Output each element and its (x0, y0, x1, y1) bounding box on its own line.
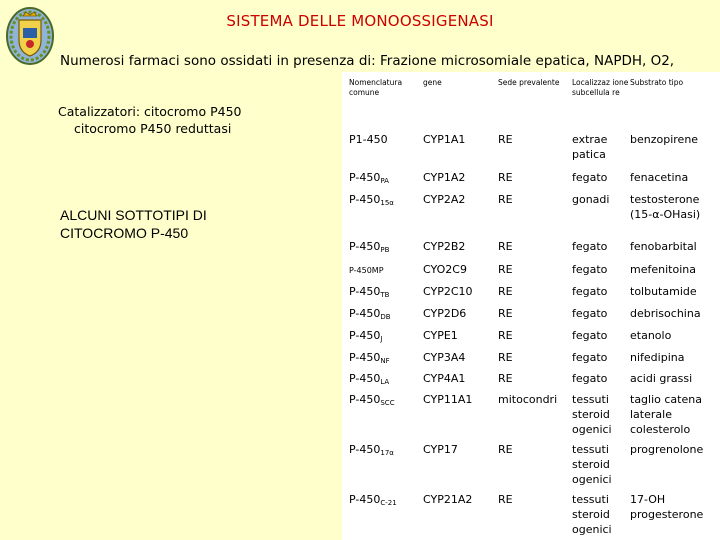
cell-nomenclatura-subscript: SCC (380, 399, 395, 407)
cell-localizzazione: gonadi (572, 193, 610, 206)
cell-localizzazione: fegato (572, 307, 608, 320)
cell-nomenclatura-subscript: TB (380, 291, 390, 299)
cell-sede: RE (498, 493, 513, 506)
cell-localizzazione: fegato (572, 372, 608, 385)
cell-nomenclatura (349, 192, 423, 211)
cell-localizzazione: tessuti steroid ogenici (572, 443, 612, 486)
cytochrome-table (342, 72, 720, 540)
cell-substrato: etanolo (630, 329, 672, 342)
cell-sede: RE (498, 240, 513, 253)
cell-sede: RE (498, 329, 513, 342)
cell-nomenclatura-text: P-450 (349, 193, 381, 206)
cell-nomenclatura-text: P-450 (349, 393, 381, 406)
cell-nomenclatura-subscript: LA (380, 378, 390, 386)
cell-gene: CYP17 (423, 443, 458, 456)
catalizzatori-line-2: citocromo P450 reduttasi (74, 121, 232, 136)
page-title: SISTEMA DELLE MONOOSSIGENASI (226, 12, 494, 30)
cell-nomenclatura-subscript: C-21 (380, 499, 397, 507)
cell-nomenclatura (349, 392, 423, 411)
cell-localizzazione: fegato (572, 171, 608, 184)
cell-substrato: tolbutamide (630, 285, 697, 298)
subtitle: Numerosi farmaci sono ossidati in presenza di: Frazione microsomiale epatica, NAPDH, O2, (60, 53, 675, 69)
cell-nomenclatura-text: P-450 (349, 329, 381, 342)
cell-nomenclatura (349, 442, 423, 461)
cell-nomenclatura-text: P-450MP (349, 266, 384, 275)
cell-substrato: fenobarbital (630, 240, 697, 253)
catalizzatori-line-1: Catalizzatori: citocromo P450 (58, 104, 242, 119)
cell-gene: CYP2B2 (423, 240, 466, 253)
cell-substrato: nifedipina (630, 351, 685, 364)
cell-sede: RE (498, 443, 513, 456)
cell-localizzazione: fegato (572, 263, 608, 276)
cell-nomenclatura-subscript: NF (380, 357, 390, 365)
cell-nomenclatura (349, 371, 423, 390)
cell-sede: RE (498, 285, 513, 298)
cell-substrato: taglio catena laterale colesterolo (630, 393, 702, 436)
cell-nomenclatura-subscript: DB (380, 313, 391, 321)
cell-substrato: acidi grassi (630, 372, 693, 385)
cell-nomenclatura-text: P-450 (349, 307, 381, 320)
cell-sede: RE (498, 351, 513, 364)
catalizzatori-block (58, 103, 242, 137)
cell-gene: CYP1A1 (423, 133, 466, 146)
section-heading-line-1: ALCUNI SOTTOTIPI DI (60, 207, 207, 223)
cell-sede: RE (498, 307, 513, 320)
cell-localizzazione: fegato (572, 240, 608, 253)
cell-localizzazione: fegato (572, 329, 608, 342)
section-heading-line-2: CITOCROMO P-450 (60, 225, 189, 241)
cell-nomenclatura-text: P-450 (349, 351, 381, 364)
cell-substrato: benzopirene (630, 133, 699, 146)
header-sede: Sede prevalente (498, 78, 560, 87)
cell-nomenclatura-text: P-450 (349, 493, 381, 506)
cell-nomenclatura-subscript: J (380, 335, 383, 343)
cell-sede: RE (498, 263, 513, 276)
header-nomenclatura: Nomenclatura comune (349, 78, 403, 97)
cell-gene: CYP1A2 (423, 171, 466, 184)
cell-localizzazione: tessuti steroid ogenici (572, 393, 612, 436)
cell-nomenclatura (349, 170, 423, 189)
header-gene: gene (423, 78, 442, 87)
cell-nomenclatura (349, 306, 423, 325)
cell-gene: CYP3A4 (423, 351, 466, 364)
header-substrato: Substrato tipo (630, 78, 684, 87)
cell-nomenclatura-text: P-450 (349, 240, 381, 253)
cell-gene: CYP11A1 (423, 393, 473, 406)
cell-substrato: 17-OH progesterone (630, 493, 704, 521)
cell-nomenclatura (349, 492, 423, 511)
cell-gene: CYP2C10 (423, 285, 473, 298)
cell-nomenclatura (349, 284, 423, 303)
cell-substrato: progrenolone (630, 443, 704, 456)
cell-localizzazione: extrae patica (572, 133, 608, 161)
cell-nomenclatura (349, 132, 423, 147)
cell-nomenclatura (349, 239, 423, 258)
cell-gene: CYP4A1 (423, 372, 466, 385)
cell-sede: mitocondri (498, 393, 558, 406)
cell-sede: RE (498, 171, 513, 184)
cell-substrato: debrisochina (630, 307, 701, 320)
cell-nomenclatura (349, 350, 423, 369)
cell-nomenclatura-text: P-450 (349, 171, 381, 184)
cell-nomenclatura-text: P-450 (349, 372, 381, 385)
cell-sede: RE (498, 133, 513, 146)
cell-nomenclatura (349, 328, 423, 347)
cell-nomenclatura-subscript: 17α (380, 449, 394, 457)
cell-sede: RE (498, 372, 513, 385)
header-localizzazione: Localizzaz ione subcellula re (572, 78, 629, 97)
cell-gene: CYP2A2 (423, 193, 466, 206)
cell-localizzazione: fegato (572, 351, 608, 364)
cell-substrato: testosterone (15-α-OHasi) (630, 193, 701, 221)
cell-nomenclatura-text: P1-450 (349, 133, 388, 146)
cell-sede: RE (498, 193, 513, 206)
cell-gene: CYP2D6 (423, 307, 467, 320)
cell-nomenclatura-subscript: PA (380, 177, 389, 185)
cell-nomenclatura (349, 262, 423, 278)
cell-nomenclatura-subscript: 15α (380, 199, 394, 207)
cell-substrato: fenacetina (630, 171, 689, 184)
cell-gene: CYO2C9 (423, 263, 467, 276)
cell-substrato: mefenitoina (630, 263, 696, 276)
section-heading (60, 206, 207, 242)
cell-gene: CYP21A2 (423, 493, 473, 506)
cell-gene: CYPE1 (423, 329, 458, 342)
cell-nomenclatura-subscript: PB (380, 246, 390, 254)
cell-nomenclatura-text: P-450 (349, 443, 381, 456)
cell-localizzazione: fegato (572, 285, 608, 298)
cell-nomenclatura-text: P-450 (349, 285, 381, 298)
cell-localizzazione: tessuti steroid ogenici (572, 493, 612, 536)
